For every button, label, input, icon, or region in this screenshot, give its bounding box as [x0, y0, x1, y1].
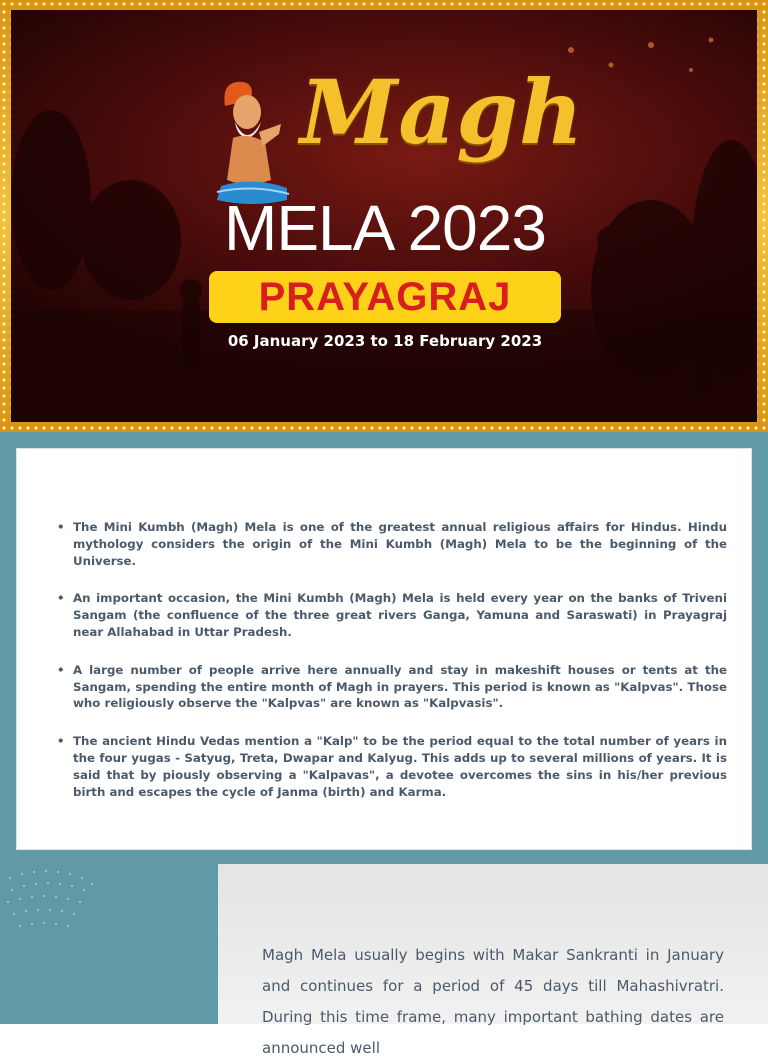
location-badge [209, 271, 561, 323]
sage-illustration [207, 76, 297, 210]
event-dates: 06 January 2023 to 18 February 2023 [227, 332, 543, 350]
info-bullet-list [57, 519, 727, 821]
info-card [16, 448, 752, 850]
dot-pattern-decoration [0, 864, 218, 1024]
magh-script-title: Magh [300, 60, 584, 164]
info-section [0, 432, 768, 864]
location-label: PRAYAGRAJ [258, 274, 512, 319]
mela-title: MELA 2023 [224, 192, 546, 264]
bottom-section [0, 864, 768, 1057]
banner [0, 0, 768, 432]
list-item: • A large number of people arrive here annually and stay in makeshift houses or tents at the Sangam, spending the entire month of Magh in prayers. This period is known as "Kalpvas". Those who religiously observe the "Kalpvas" are known as "Kalpvasis". [57, 662, 727, 712]
decorative-side-panel [0, 864, 218, 1024]
list-item: • An important occasion, the Mini Kumbh (Magh) Mela is held every year on the banks of Triveni Sangam (the confluence of the three great rivers Ganga, Yamuna and Saraswati) in Prayagraj near Allahabad in Uttar Pradesh. [57, 590, 727, 640]
list-item: • The ancient Hindu Vedas mention a "Kalp" to be the period equal to the total number of years in the four yugas - Satyug, Treta, Dwapar and Kalyug. This adds up to several millions of years. It is said that by piously observing a "Kalpavas", a devotee overcomes the sins in his/her previous birth and escapes the cycle of Janma (birth) and Karma. [57, 733, 727, 800]
list-item: • The Mini Kumbh (Magh) Mela is one of the greatest annual religious affairs for Hindus. Hindu mythology considers the origin of the Mini Kumbh (Magh) Mela to be the beginning of the Universe. [57, 519, 727, 569]
bottom-paragraph: Magh Mela usually begins with Makar Sankranti in January and continues for a period of 45 days till Mahashivratri. During this time frame, many important bathing dates are announced well [262, 946, 724, 1057]
